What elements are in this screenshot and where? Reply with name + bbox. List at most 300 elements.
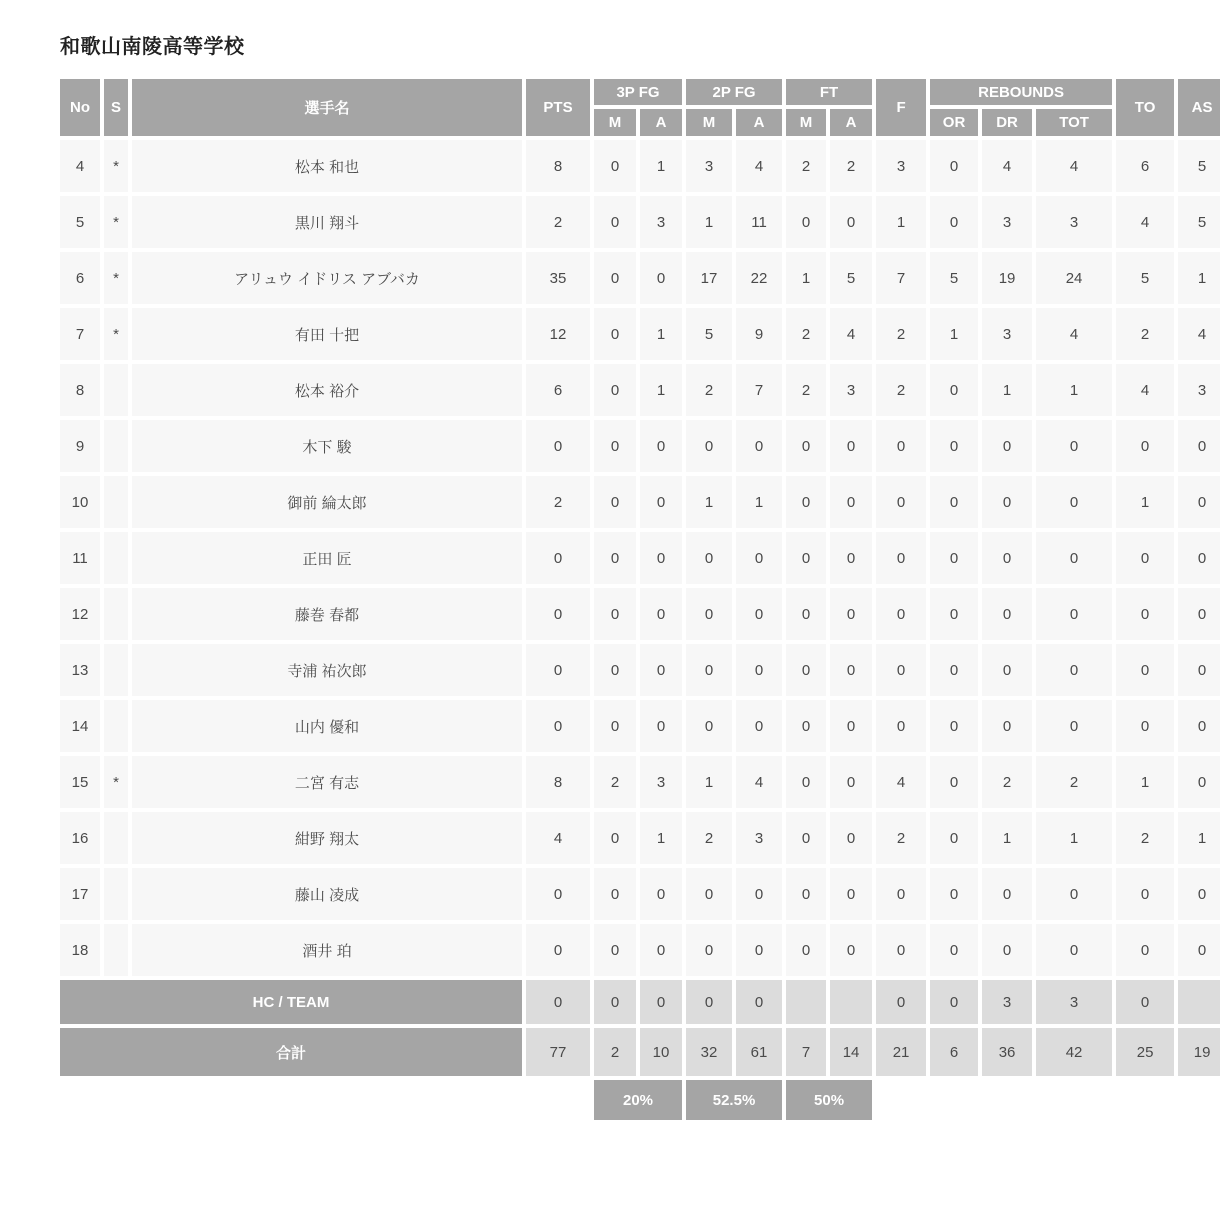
hc-team-ft-made	[786, 980, 826, 1024]
stat-cell-3p-made: 0	[594, 532, 636, 584]
starter-mark-cell	[104, 476, 128, 528]
stat-cell-3p-made: 0	[594, 700, 636, 752]
player-name-cell: 御前 綸太郎	[132, 476, 522, 528]
table-row	[60, 644, 1220, 696]
stat-cell-turnovers: 0	[1116, 588, 1174, 640]
stat-cell-pts: 0	[526, 868, 590, 920]
table-row	[60, 924, 1220, 976]
stat-cell-pts: 8	[526, 756, 590, 808]
player-name-cell: 紺野 翔太	[132, 812, 522, 864]
stat-cell-3p-made: 0	[594, 812, 636, 864]
col-header-starter: S	[104, 79, 128, 136]
hc-team-assists	[1178, 980, 1220, 1024]
stat-cell-pts: 35	[526, 252, 590, 304]
stat-cell-pts: 2	[526, 476, 590, 528]
stat-cell-turnovers: 1	[1116, 476, 1174, 528]
total-defensive-rebounds: 36	[982, 1028, 1032, 1076]
table-row	[60, 308, 1220, 360]
stat-cell-3p-made: 0	[594, 196, 636, 248]
stat-cell-assists: 3	[1178, 364, 1220, 416]
stat-cell-2p-attempted: 0	[736, 700, 782, 752]
stat-cell-turnovers: 0	[1116, 868, 1174, 920]
stat-cell-ft-made: 2	[786, 140, 826, 192]
starter-mark-cell	[104, 924, 128, 976]
hc-team-fouls: 0	[876, 980, 926, 1024]
stat-cell-3p-attempted: 1	[640, 812, 682, 864]
player-name-cell: 酒井 珀	[132, 924, 522, 976]
stat-cell-pts: 0	[526, 700, 590, 752]
stat-cell-3p-attempted: 0	[640, 476, 682, 528]
total-ft-attempted: 14	[830, 1028, 872, 1076]
col-header-fouls: F	[876, 79, 926, 136]
stat-cell-ft-made: 2	[786, 364, 826, 416]
stat-cell-3p-attempted: 0	[640, 588, 682, 640]
col-header-3p-made: M	[594, 109, 636, 136]
stat-cell-assists: 0	[1178, 756, 1220, 808]
col-header-player-name: 選手名	[132, 79, 522, 136]
stat-cell-assists: 0	[1178, 588, 1220, 640]
stat-cell-fouls: 0	[876, 868, 926, 920]
stat-cell-defensive-rebounds: 19	[982, 252, 1032, 304]
percentage-row-spacer-right	[876, 1080, 1220, 1120]
total-pts: 77	[526, 1028, 590, 1076]
stat-cell-offensive-rebounds: 0	[930, 420, 978, 472]
stat-cell-3p-made: 0	[594, 476, 636, 528]
stat-cell-turnovers: 5	[1116, 252, 1174, 304]
total-2p-attempted: 61	[736, 1028, 782, 1076]
stat-cell-2p-attempted: 22	[736, 252, 782, 304]
total-row	[60, 1028, 1220, 1076]
stat-cell-2p-attempted: 1	[736, 476, 782, 528]
stat-cell-2p-attempted: 7	[736, 364, 782, 416]
stat-cell-ft-attempted: 0	[830, 756, 872, 808]
stat-cell-fouls: 1	[876, 196, 926, 248]
stat-cell-assists: 0	[1178, 644, 1220, 696]
table-row	[60, 364, 1220, 416]
stat-cell-ft-attempted: 0	[830, 644, 872, 696]
summary-rows	[60, 980, 1220, 1120]
stat-cell-ft-made: 2	[786, 308, 826, 360]
player-name-cell: 黒川 翔斗	[132, 196, 522, 248]
stat-cell-3p-attempted: 0	[640, 532, 682, 584]
col-header-3p-attempted: A	[640, 109, 682, 136]
hc-team-2p-attempted: 0	[736, 980, 782, 1024]
col-header-assists: AS	[1178, 79, 1220, 136]
stat-cell-assists: 0	[1178, 868, 1220, 920]
player-name-cell: 木下 駿	[132, 420, 522, 472]
player-name-cell: 正田 匠	[132, 532, 522, 584]
stat-cell-2p-attempted: 11	[736, 196, 782, 248]
total-label: 合計	[60, 1028, 522, 1076]
player-number-cell: 5	[60, 196, 100, 248]
stat-cell-total-rebounds: 3	[1036, 196, 1112, 248]
stat-cell-defensive-rebounds: 0	[982, 924, 1032, 976]
stat-cell-offensive-rebounds: 0	[930, 196, 978, 248]
stat-cell-ft-attempted: 4	[830, 308, 872, 360]
stat-cell-fouls: 0	[876, 924, 926, 976]
stat-cell-2p-attempted: 9	[736, 308, 782, 360]
stat-cell-2p-attempted: 0	[736, 588, 782, 640]
col-header-pts: PTS	[526, 79, 590, 136]
player-name-cell: 松本 裕介	[132, 364, 522, 416]
stat-cell-total-rebounds: 1	[1036, 364, 1112, 416]
stat-cell-defensive-rebounds: 2	[982, 756, 1032, 808]
stat-cell-offensive-rebounds: 0	[930, 476, 978, 528]
stat-cell-3p-attempted: 0	[640, 868, 682, 920]
stat-cell-ft-made: 1	[786, 252, 826, 304]
stat-cell-assists: 1	[1178, 252, 1220, 304]
stat-cell-ft-attempted: 3	[830, 364, 872, 416]
starter-mark-cell: *	[104, 308, 128, 360]
player-name-cell: 有田 十把	[132, 308, 522, 360]
starter-mark-cell	[104, 588, 128, 640]
fg2-percentage: 52.5%	[686, 1080, 782, 1120]
stat-cell-defensive-rebounds: 4	[982, 140, 1032, 192]
stat-cell-2p-attempted: 4	[736, 756, 782, 808]
stat-cell-pts: 6	[526, 364, 590, 416]
stat-cell-2p-made: 17	[686, 252, 732, 304]
total-3p-made: 2	[594, 1028, 636, 1076]
stat-cell-3p-made: 0	[594, 140, 636, 192]
stat-cell-3p-attempted: 0	[640, 420, 682, 472]
player-number-cell: 10	[60, 476, 100, 528]
stat-cell-assists: 0	[1178, 476, 1220, 528]
table-row	[60, 756, 1220, 808]
starter-mark-cell: *	[104, 756, 128, 808]
stat-cell-assists: 0	[1178, 532, 1220, 584]
stat-cell-3p-made: 0	[594, 308, 636, 360]
player-number-cell: 4	[60, 140, 100, 192]
starter-mark-cell	[104, 420, 128, 472]
stat-cell-3p-attempted: 1	[640, 364, 682, 416]
stat-cell-total-rebounds: 0	[1036, 868, 1112, 920]
table-header	[60, 79, 1220, 136]
stat-cell-fouls: 0	[876, 420, 926, 472]
stat-cell-2p-made: 3	[686, 140, 732, 192]
stat-cell-pts: 12	[526, 308, 590, 360]
hc-team-3p-attempted: 0	[640, 980, 682, 1024]
table-row	[60, 420, 1220, 472]
page-title: 和歌山南陵高等学校	[60, 36, 245, 58]
total-assists: 19	[1178, 1028, 1220, 1076]
stat-cell-turnovers: 2	[1116, 308, 1174, 360]
stat-cell-ft-attempted: 0	[830, 532, 872, 584]
stat-cell-3p-attempted: 0	[640, 700, 682, 752]
percentage-row-spacer-left	[60, 1080, 590, 1120]
stat-cell-fouls: 4	[876, 756, 926, 808]
stat-cell-3p-made: 0	[594, 924, 636, 976]
player-name-cell: 二宮 有志	[132, 756, 522, 808]
stat-cell-ft-made: 0	[786, 196, 826, 248]
stat-cell-defensive-rebounds: 0	[982, 644, 1032, 696]
stat-cell-total-rebounds: 4	[1036, 308, 1112, 360]
stat-cell-ft-attempted: 5	[830, 252, 872, 304]
stat-cell-ft-attempted: 0	[830, 196, 872, 248]
stat-cell-2p-made: 0	[686, 644, 732, 696]
total-3p-attempted: 10	[640, 1028, 682, 1076]
player-name-cell: 藤山 凌成	[132, 868, 522, 920]
starter-mark-cell	[104, 532, 128, 584]
stat-cell-3p-attempted: 3	[640, 196, 682, 248]
starter-mark-cell: *	[104, 252, 128, 304]
hc-team-total-rebounds: 3	[1036, 980, 1112, 1024]
stat-cell-turnovers: 0	[1116, 420, 1174, 472]
stat-cell-turnovers: 0	[1116, 532, 1174, 584]
stat-cell-assists: 0	[1178, 700, 1220, 752]
player-number-cell: 8	[60, 364, 100, 416]
stat-cell-offensive-rebounds: 0	[930, 924, 978, 976]
stat-cell-2p-made: 0	[686, 420, 732, 472]
stat-cell-turnovers: 6	[1116, 140, 1174, 192]
stat-cell-2p-attempted: 0	[736, 532, 782, 584]
stat-cell-turnovers: 0	[1116, 924, 1174, 976]
player-number-cell: 12	[60, 588, 100, 640]
stat-cell-2p-attempted: 0	[736, 924, 782, 976]
stat-cell-3p-attempted: 3	[640, 756, 682, 808]
stat-cell-3p-attempted: 1	[640, 308, 682, 360]
stat-cell-defensive-rebounds: 0	[982, 700, 1032, 752]
player-number-cell: 9	[60, 420, 100, 472]
table-row	[60, 532, 1220, 584]
stat-cell-total-rebounds: 0	[1036, 924, 1112, 976]
stat-cell-2p-made: 2	[686, 812, 732, 864]
stat-cell-total-rebounds: 0	[1036, 532, 1112, 584]
stat-cell-2p-made: 1	[686, 196, 732, 248]
stat-cell-ft-made: 0	[786, 924, 826, 976]
player-number-cell: 17	[60, 868, 100, 920]
stat-cell-3p-attempted: 0	[640, 252, 682, 304]
stat-cell-turnovers: 1	[1116, 756, 1174, 808]
stat-cell-turnovers: 0	[1116, 644, 1174, 696]
stat-cell-fouls: 7	[876, 252, 926, 304]
stat-cell-ft-attempted: 0	[830, 812, 872, 864]
stat-cell-total-rebounds: 1	[1036, 812, 1112, 864]
stat-cell-defensive-rebounds: 0	[982, 532, 1032, 584]
starter-mark-cell	[104, 700, 128, 752]
stat-cell-2p-made: 0	[686, 700, 732, 752]
col-header-offensive-rebounds: OR	[930, 109, 978, 136]
stat-cell-pts: 0	[526, 588, 590, 640]
stat-cell-fouls: 0	[876, 588, 926, 640]
total-offensive-rebounds: 6	[930, 1028, 978, 1076]
stat-cell-2p-attempted: 4	[736, 140, 782, 192]
stat-cell-turnovers: 4	[1116, 364, 1174, 416]
stat-cell-pts: 4	[526, 812, 590, 864]
player-number-cell: 13	[60, 644, 100, 696]
stat-cell-fouls: 0	[876, 700, 926, 752]
col-header-2p-attempted: A	[736, 109, 782, 136]
stat-cell-3p-attempted: 0	[640, 644, 682, 696]
player-number-cell: 16	[60, 812, 100, 864]
stat-cell-ft-made: 0	[786, 476, 826, 528]
stat-cell-defensive-rebounds: 0	[982, 420, 1032, 472]
table-row	[60, 476, 1220, 528]
hc-team-pts: 0	[526, 980, 590, 1024]
col-group-3pfg: 3P FG	[594, 79, 682, 105]
box-score-table	[56, 75, 1220, 1124]
stat-cell-defensive-rebounds: 0	[982, 588, 1032, 640]
starter-mark-cell	[104, 644, 128, 696]
stat-cell-2p-made: 2	[686, 364, 732, 416]
stat-cell-fouls: 2	[876, 812, 926, 864]
stat-cell-3p-made: 0	[594, 644, 636, 696]
player-rows	[60, 140, 1220, 976]
total-ft-made: 7	[786, 1028, 826, 1076]
player-number-cell: 15	[60, 756, 100, 808]
stat-cell-2p-attempted: 0	[736, 644, 782, 696]
total-turnovers: 25	[1116, 1028, 1174, 1076]
stat-cell-offensive-rebounds: 0	[930, 532, 978, 584]
hc-team-2p-made: 0	[686, 980, 732, 1024]
stat-cell-2p-made: 5	[686, 308, 732, 360]
table-row	[60, 700, 1220, 752]
stat-cell-2p-made: 0	[686, 588, 732, 640]
stat-cell-pts: 8	[526, 140, 590, 192]
fg3-percentage: 20%	[594, 1080, 682, 1120]
player-number-cell: 11	[60, 532, 100, 584]
stat-cell-ft-attempted: 0	[830, 588, 872, 640]
stat-cell-pts: 0	[526, 644, 590, 696]
col-group-2pfg: 2P FG	[686, 79, 782, 105]
col-header-total-rebounds: TOT	[1036, 109, 1112, 136]
stat-cell-ft-attempted: 0	[830, 868, 872, 920]
stat-cell-assists: 0	[1178, 420, 1220, 472]
stat-cell-pts: 0	[526, 924, 590, 976]
hc-team-ft-attempted	[830, 980, 872, 1024]
stat-cell-3p-made: 0	[594, 364, 636, 416]
hc-team-offensive-rebounds: 0	[930, 980, 978, 1024]
stat-cell-2p-made: 0	[686, 868, 732, 920]
stat-cell-total-rebounds: 0	[1036, 476, 1112, 528]
stat-cell-assists: 4	[1178, 308, 1220, 360]
stat-cell-total-rebounds: 24	[1036, 252, 1112, 304]
player-name-cell: 寺浦 祐次郎	[132, 644, 522, 696]
stat-cell-offensive-rebounds: 0	[930, 700, 978, 752]
stat-cell-offensive-rebounds: 0	[930, 868, 978, 920]
stat-cell-fouls: 3	[876, 140, 926, 192]
player-name-cell: 山内 優和	[132, 700, 522, 752]
stat-cell-ft-made: 0	[786, 812, 826, 864]
stat-cell-turnovers: 4	[1116, 196, 1174, 248]
stat-cell-2p-attempted: 0	[736, 420, 782, 472]
stat-cell-ft-attempted: 0	[830, 420, 872, 472]
stat-cell-total-rebounds: 0	[1036, 700, 1112, 752]
stat-cell-3p-made: 0	[594, 868, 636, 920]
table-row	[60, 252, 1220, 304]
percentage-row	[60, 1080, 1220, 1120]
player-name-cell: 松本 和也	[132, 140, 522, 192]
stat-cell-defensive-rebounds: 3	[982, 308, 1032, 360]
hc-team-3p-made: 0	[594, 980, 636, 1024]
stat-cell-assists: 0	[1178, 924, 1220, 976]
stat-cell-3p-attempted: 0	[640, 924, 682, 976]
starter-mark-cell: *	[104, 196, 128, 248]
stat-cell-offensive-rebounds: 1	[930, 308, 978, 360]
stat-cell-ft-made: 0	[786, 644, 826, 696]
stat-cell-ft-made: 0	[786, 700, 826, 752]
stat-cell-ft-made: 0	[786, 420, 826, 472]
table-row	[60, 196, 1220, 248]
stat-cell-ft-attempted: 0	[830, 700, 872, 752]
total-2p-made: 32	[686, 1028, 732, 1076]
table-row	[60, 140, 1220, 192]
stat-cell-defensive-rebounds: 3	[982, 196, 1032, 248]
total-total-rebounds: 42	[1036, 1028, 1112, 1076]
stat-cell-turnovers: 2	[1116, 812, 1174, 864]
col-header-turnovers: TO	[1116, 79, 1174, 136]
col-header-defensive-rebounds: DR	[982, 109, 1032, 136]
stat-cell-fouls: 0	[876, 532, 926, 584]
stat-cell-ft-attempted: 0	[830, 476, 872, 528]
player-number-cell: 14	[60, 700, 100, 752]
stat-cell-defensive-rebounds: 0	[982, 476, 1032, 528]
col-header-2p-made: M	[686, 109, 732, 136]
stat-cell-total-rebounds: 2	[1036, 756, 1112, 808]
col-header-ft-attempted: A	[830, 109, 872, 136]
stat-cell-turnovers: 0	[1116, 700, 1174, 752]
stat-cell-2p-attempted: 3	[736, 812, 782, 864]
player-number-cell: 18	[60, 924, 100, 976]
stat-cell-2p-made: 0	[686, 924, 732, 976]
starter-mark-cell	[104, 868, 128, 920]
stat-cell-3p-made: 0	[594, 252, 636, 304]
stat-cell-2p-made: 1	[686, 476, 732, 528]
stat-cell-3p-attempted: 1	[640, 140, 682, 192]
stat-cell-assists: 1	[1178, 812, 1220, 864]
stat-cell-pts: 0	[526, 420, 590, 472]
stat-cell-fouls: 2	[876, 364, 926, 416]
table-row	[60, 812, 1220, 864]
stat-cell-fouls: 2	[876, 308, 926, 360]
player-number-cell: 6	[60, 252, 100, 304]
stat-cell-offensive-rebounds: 5	[930, 252, 978, 304]
ft-percentage: 50%	[786, 1080, 872, 1120]
stat-cell-ft-made: 0	[786, 532, 826, 584]
hc-team-label: HC / TEAM	[60, 980, 522, 1024]
stat-cell-3p-made: 0	[594, 588, 636, 640]
player-name-cell: 藤巻 春都	[132, 588, 522, 640]
total-fouls: 21	[876, 1028, 926, 1076]
stat-cell-offensive-rebounds: 0	[930, 588, 978, 640]
stat-cell-total-rebounds: 0	[1036, 420, 1112, 472]
hc-team-row	[60, 980, 1220, 1024]
player-name-cell: アリュウ イドリス アブバカ	[132, 252, 522, 304]
stat-cell-offensive-rebounds: 0	[930, 364, 978, 416]
stat-cell-2p-made: 0	[686, 532, 732, 584]
stat-cell-fouls: 0	[876, 476, 926, 528]
stat-cell-assists: 5	[1178, 140, 1220, 192]
stat-cell-2p-attempted: 0	[736, 868, 782, 920]
stat-cell-defensive-rebounds: 1	[982, 364, 1032, 416]
hc-team-turnovers: 0	[1116, 980, 1174, 1024]
starter-mark-cell	[104, 364, 128, 416]
stat-cell-defensive-rebounds: 0	[982, 868, 1032, 920]
stat-cell-ft-made: 0	[786, 756, 826, 808]
stat-cell-offensive-rebounds: 0	[930, 644, 978, 696]
col-header-ft-made: M	[786, 109, 826, 136]
stat-cell-2p-made: 1	[686, 756, 732, 808]
stat-cell-pts: 2	[526, 196, 590, 248]
stat-cell-3p-made: 0	[594, 420, 636, 472]
stat-cell-defensive-rebounds: 1	[982, 812, 1032, 864]
stat-cell-pts: 0	[526, 532, 590, 584]
player-number-cell: 7	[60, 308, 100, 360]
stat-cell-ft-made: 0	[786, 868, 826, 920]
starter-mark-cell	[104, 812, 128, 864]
stat-cell-total-rebounds: 4	[1036, 140, 1112, 192]
stat-cell-3p-made: 2	[594, 756, 636, 808]
stat-cell-total-rebounds: 0	[1036, 588, 1112, 640]
